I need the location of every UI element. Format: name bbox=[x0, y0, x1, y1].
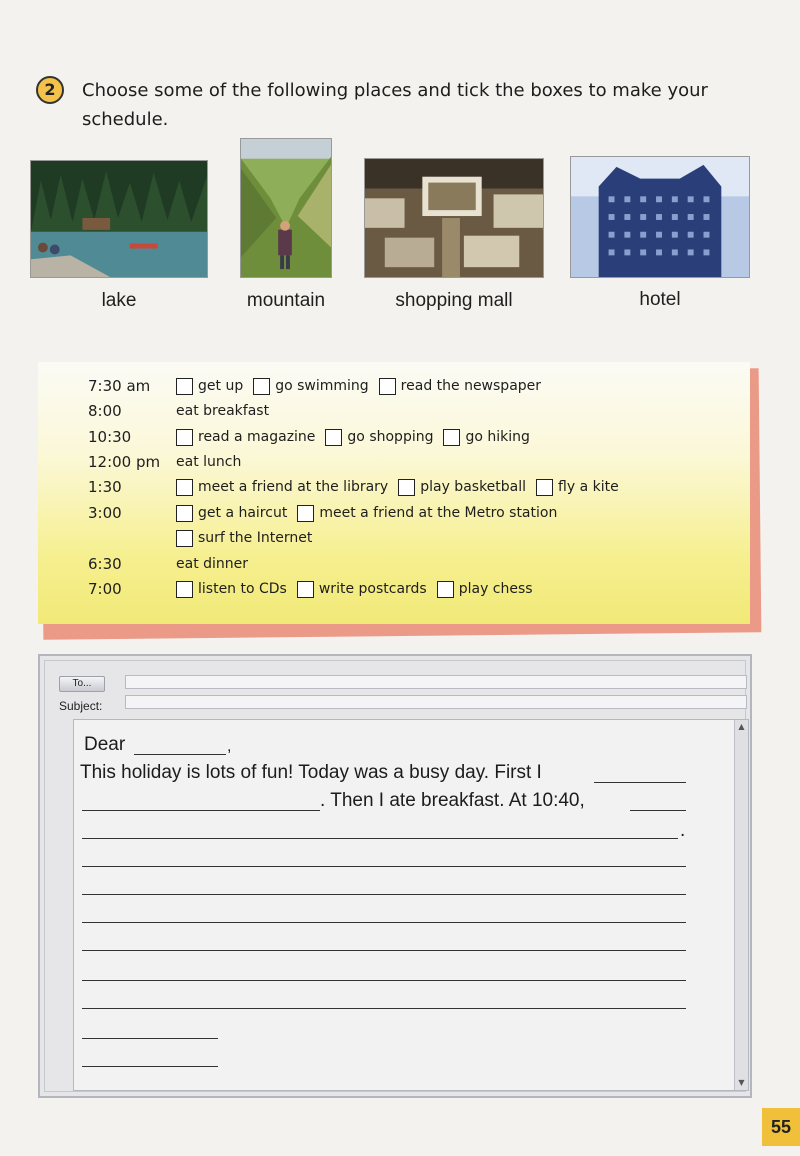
activity-label: play basketball bbox=[420, 479, 527, 495]
subject-label: Subject: bbox=[59, 699, 103, 713]
activity-label: get a haircut bbox=[198, 505, 288, 521]
blank-line[interactable] bbox=[82, 922, 686, 923]
blank-line[interactable] bbox=[630, 810, 686, 811]
tick-box[interactable] bbox=[536, 479, 553, 496]
letter-dear: Dear bbox=[84, 734, 126, 755]
blank-line[interactable] bbox=[82, 1038, 218, 1039]
tick-box[interactable] bbox=[297, 581, 314, 598]
scroll-down-icon[interactable]: ▼ bbox=[738, 1078, 745, 1087]
schedule-time: 1:30 bbox=[88, 478, 122, 496]
blank-line[interactable] bbox=[82, 810, 320, 811]
email-form-frame bbox=[44, 660, 746, 1092]
activity-label: play chess bbox=[458, 581, 533, 597]
tick-box[interactable] bbox=[437, 581, 454, 598]
tick-box[interactable] bbox=[443, 429, 460, 446]
blank-line[interactable] bbox=[82, 838, 678, 839]
activity-label: fly a kite bbox=[558, 479, 619, 495]
activity-label: eat breakfast bbox=[176, 403, 270, 419]
blank-line[interactable] bbox=[594, 782, 686, 783]
tick-box[interactable] bbox=[176, 429, 193, 446]
activity-label: eat lunch bbox=[176, 454, 242, 470]
blank-line[interactable] bbox=[82, 980, 686, 981]
email-form bbox=[38, 654, 752, 1098]
schedule-time: 8:00 bbox=[88, 402, 122, 420]
tick-box[interactable] bbox=[176, 530, 193, 547]
activity-label: read the newspaper bbox=[400, 378, 542, 394]
activity-option[interactable] bbox=[176, 530, 312, 547]
activity-option[interactable] bbox=[176, 378, 243, 395]
activity-option[interactable] bbox=[297, 581, 427, 598]
message-body[interactable] bbox=[73, 719, 749, 1091]
activity-option[interactable] bbox=[253, 378, 368, 395]
activity-option[interactable] bbox=[297, 505, 557, 522]
blank-line[interactable] bbox=[134, 754, 226, 755]
schedule-time: 7:30 am bbox=[88, 377, 151, 395]
schedule-time: 7:00 bbox=[88, 580, 122, 598]
place-label-mountain: mountain bbox=[246, 290, 326, 311]
tick-box[interactable] bbox=[176, 505, 193, 522]
activity-option[interactable] bbox=[398, 479, 526, 496]
activity-label: listen to CDs bbox=[198, 581, 287, 597]
blank-line[interactable] bbox=[82, 894, 686, 895]
letter-comma: , bbox=[227, 738, 232, 755]
activity-option[interactable] bbox=[176, 505, 287, 522]
schedule-panel bbox=[38, 362, 750, 624]
blank-line[interactable] bbox=[82, 950, 686, 951]
hotel-photo bbox=[570, 156, 750, 278]
activity-option[interactable] bbox=[437, 581, 533, 598]
tick-box[interactable] bbox=[176, 378, 193, 395]
activity-option[interactable] bbox=[176, 429, 315, 446]
tick-box[interactable] bbox=[176, 479, 193, 496]
letter-line-1: This holiday is lots of fun! Today was a busy day. First I bbox=[80, 762, 542, 783]
to-button[interactable]: To... bbox=[59, 676, 105, 692]
blank-line[interactable] bbox=[82, 1066, 218, 1067]
activity-label: go hiking bbox=[465, 429, 530, 445]
scrollbar[interactable] bbox=[734, 720, 748, 1090]
place-label-hotel: hotel bbox=[639, 289, 681, 310]
activity-label: meet a friend at the library bbox=[198, 479, 389, 495]
activity-label: eat dinner bbox=[176, 556, 249, 572]
letter-line-2: . Then I ate breakfast. At 10:40, bbox=[320, 790, 585, 811]
place-label-lake: lake bbox=[101, 290, 137, 311]
subject-field[interactable] bbox=[125, 695, 747, 709]
shopping-mall-photo bbox=[364, 158, 544, 278]
schedule-time: 12:00 pm bbox=[88, 453, 161, 471]
blank-line[interactable] bbox=[82, 866, 686, 867]
scroll-up-icon[interactable]: ▲ bbox=[738, 722, 745, 731]
activity-label: read a magazine bbox=[198, 429, 316, 445]
activity-label: go swimming bbox=[275, 378, 369, 394]
task-instruction: Choose some of the following places and tick the boxes to make your schedule. bbox=[82, 80, 708, 130]
activity-label: write postcards bbox=[318, 581, 427, 597]
task-number-badge: 2 bbox=[36, 76, 64, 104]
activity-label: go shopping bbox=[347, 429, 434, 445]
place-label-shopping-mall: shopping mall bbox=[395, 290, 513, 311]
letter-period: . bbox=[680, 820, 686, 841]
activity-label: surf the Internet bbox=[198, 530, 313, 546]
activity-label: meet a friend at the Metro station bbox=[319, 505, 558, 521]
lake-photo bbox=[30, 160, 208, 278]
tick-box[interactable] bbox=[176, 581, 193, 598]
page-number: 55 bbox=[762, 1108, 800, 1146]
schedule-time: 6:30 bbox=[88, 555, 122, 573]
activity-option[interactable] bbox=[379, 378, 541, 395]
activity-option[interactable] bbox=[536, 479, 619, 496]
mountain-photo bbox=[240, 138, 332, 278]
tick-box[interactable] bbox=[379, 378, 396, 395]
tick-box[interactable] bbox=[253, 378, 270, 395]
blank-line[interactable] bbox=[82, 1008, 686, 1009]
tick-box[interactable] bbox=[325, 429, 342, 446]
activity-label: get up bbox=[198, 378, 244, 394]
activity-option[interactable] bbox=[325, 429, 433, 446]
schedule-time: 3:00 bbox=[88, 504, 122, 522]
tick-box[interactable] bbox=[398, 479, 415, 496]
tick-box[interactable] bbox=[297, 505, 314, 522]
to-field[interactable] bbox=[125, 675, 747, 689]
activity-option[interactable] bbox=[176, 581, 287, 598]
activity-option[interactable] bbox=[176, 479, 388, 496]
activity-option[interactable] bbox=[443, 429, 529, 446]
schedule-time: 10:30 bbox=[88, 428, 132, 446]
